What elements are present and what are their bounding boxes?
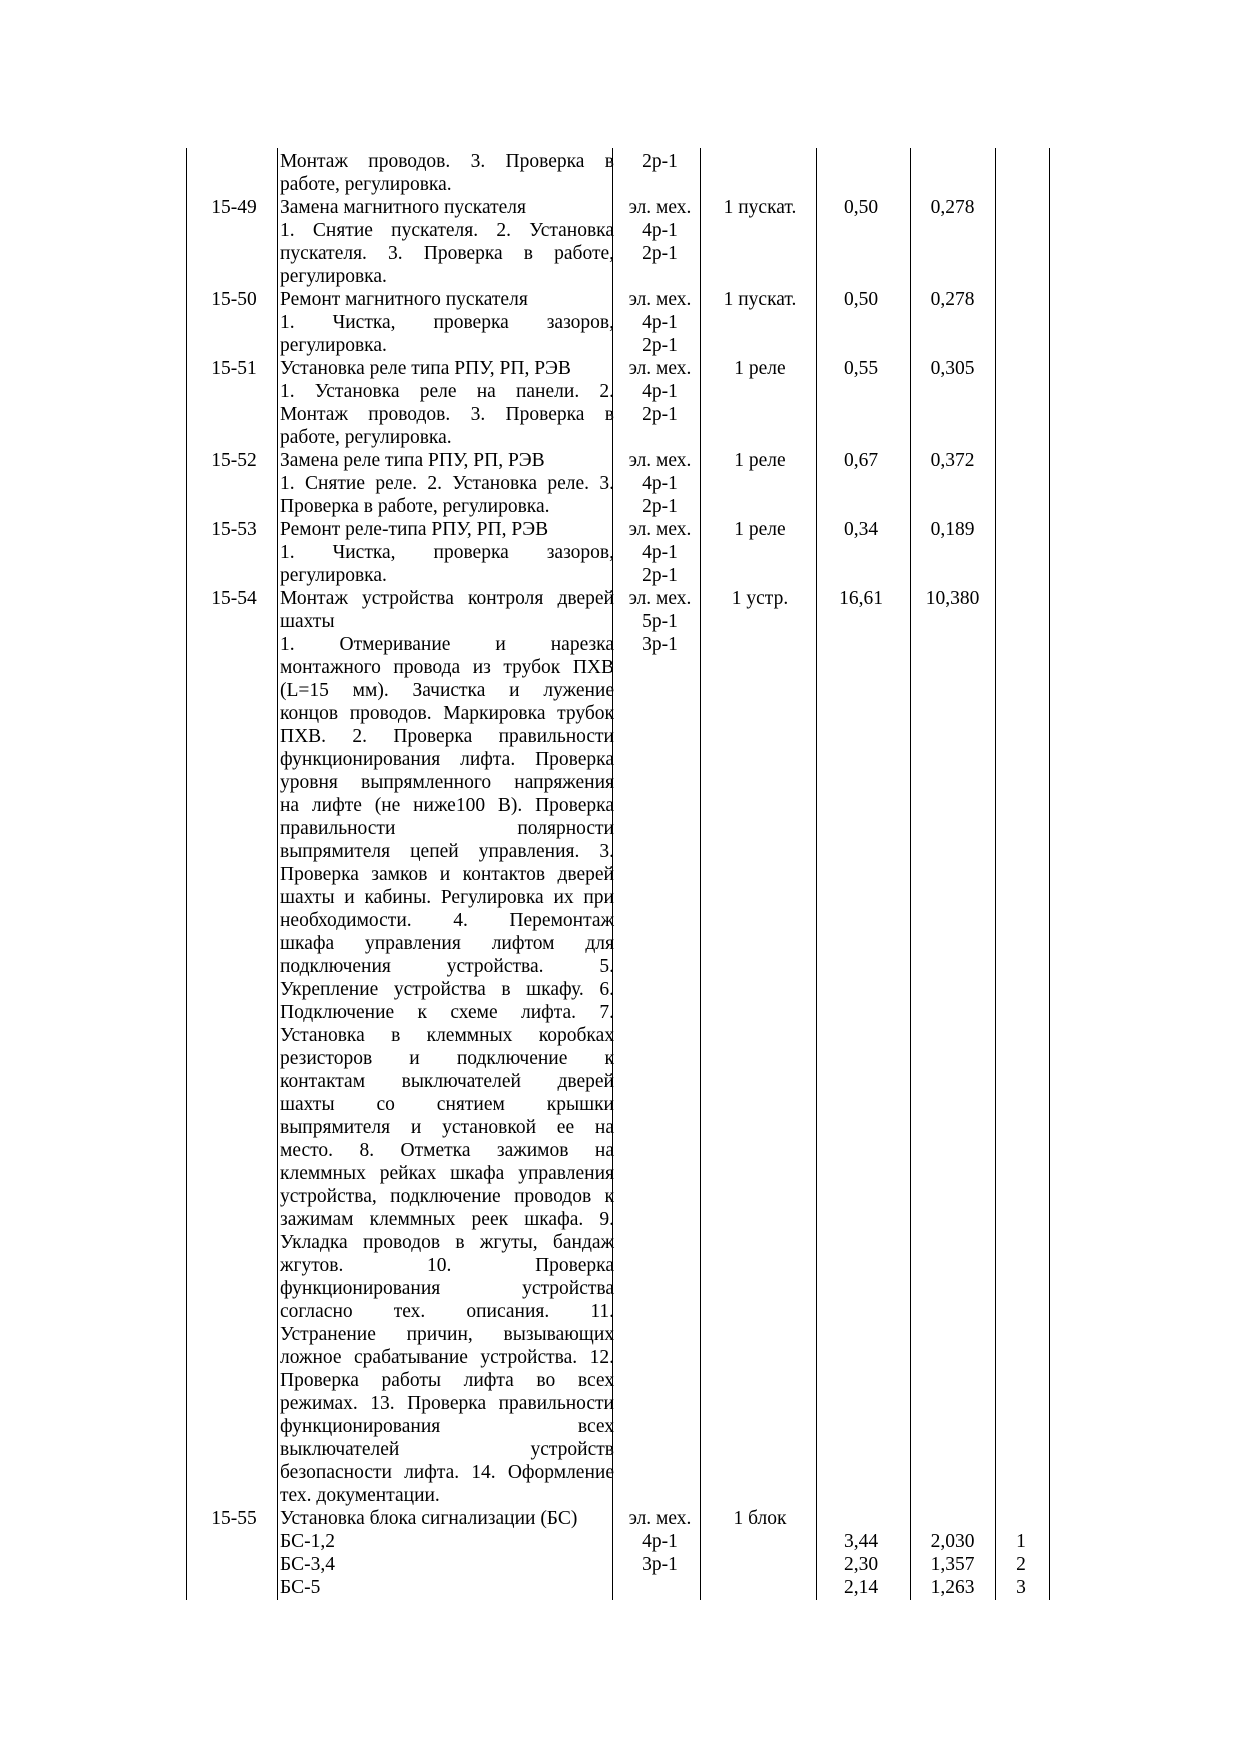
description-line: Устранение причин, вызывающих xyxy=(280,1324,614,1345)
description-line: Замена магнитного пускателя xyxy=(280,197,527,218)
measure-unit: 1 устр. xyxy=(731,588,789,609)
crew-composition: 4р-1 xyxy=(642,220,678,241)
crew-composition: 5р-1 xyxy=(642,611,678,632)
description-line: Ремонт реле-типа РПУ, РП, РЭВ xyxy=(280,519,549,540)
description-line: функционирования всех xyxy=(280,1416,614,1437)
price-value: 0,189 xyxy=(930,519,975,540)
price-value: 2,030 xyxy=(930,1531,975,1552)
crew-composition: эл. мех. xyxy=(628,450,692,471)
description-line: Монтаж проводов. 3. Проверка в xyxy=(280,404,614,425)
table-border-right xyxy=(1049,148,1050,1600)
description-line: ПХВ. 2. Проверка правильности xyxy=(280,726,614,747)
description-line: устройства, подключение проводов к xyxy=(280,1186,614,1207)
description-line: клеммных рейках шкафа управления xyxy=(280,1163,614,1184)
description-line: шахты и кабины. Регулировка их при xyxy=(280,887,614,908)
description-line: согласно тех. описания. 11. xyxy=(280,1301,614,1322)
description-line: работе, регулировка. xyxy=(280,427,452,448)
description-line: необходимости. 4. Перемонтаж xyxy=(280,910,614,931)
description-line: 1. Чистка, проверка зазоров, xyxy=(280,312,614,333)
description-line: Проверка замков и контактов дверей xyxy=(280,864,614,885)
measure-unit: 1 реле xyxy=(734,519,786,540)
work-description xyxy=(280,357,614,449)
description-line: БС-3,4 xyxy=(280,1554,335,1575)
description-line: Установка блока сигнализации (БС) xyxy=(280,1508,578,1529)
description-line: Укрепление устройства в шкафу. 6. xyxy=(280,979,614,1000)
description-line: ложное срабатывание устройства. 12. xyxy=(280,1347,614,1368)
description-line: правильности полярности xyxy=(280,818,614,839)
crew-composition: эл. мех. xyxy=(628,1508,692,1529)
description-line: режимах. 13. Проверка правильности xyxy=(280,1393,614,1414)
work-description xyxy=(280,150,614,196)
crew-composition: эл. мех. xyxy=(628,588,692,609)
row-number: 15-51 xyxy=(211,358,257,379)
description-line: Подключение к схеме лифта. 7. xyxy=(280,1002,614,1023)
work-description xyxy=(280,196,614,288)
description-line: на лифте (не ниже100 В). Проверка xyxy=(280,795,614,816)
description-line: шкафа управления лифтом для xyxy=(280,933,614,954)
crew-composition: 2р-1 xyxy=(642,243,678,264)
crew-composition: 2р-1 xyxy=(642,404,678,425)
price-value: 1,357 xyxy=(930,1554,975,1575)
description-line: функционирования лифта. Проверка xyxy=(280,749,614,770)
description-line: безопасности лифта. 14. Оформление xyxy=(280,1462,614,1483)
price-value: 0,278 xyxy=(930,289,975,310)
description-line: БС-5 xyxy=(280,1577,321,1598)
row-number: 15-49 xyxy=(211,197,257,218)
crew-composition: 4р-1 xyxy=(642,542,678,563)
crew-composition: эл. мех. xyxy=(628,197,692,218)
row-number: 15-55 xyxy=(211,1508,257,1529)
description-line: Проверка в работе, регулировка. xyxy=(280,496,550,517)
crew-composition: 2р-1 xyxy=(642,335,678,356)
description-line: регулировка. xyxy=(280,565,387,586)
description-line: 1. Чистка, проверка зазоров, xyxy=(280,542,614,563)
description-line: выпрямителя и установкой ее на xyxy=(280,1117,614,1138)
work-description xyxy=(280,288,614,357)
description-line: 1. Установка реле на панели. 2. xyxy=(280,381,614,402)
description-line: подключения устройства. 5. xyxy=(280,956,614,977)
time-norm: 3,44 xyxy=(843,1531,879,1552)
measure-unit: 1 пускат. xyxy=(723,289,797,310)
description-line: 1. Снятие пускателя. 2. Установка xyxy=(280,220,614,241)
description-line: Монтаж проводов. 3. Проверка в xyxy=(280,151,614,172)
time-norm: 2,14 xyxy=(843,1577,879,1598)
description-line: концов проводов. Маркировка трубок xyxy=(280,703,614,724)
price-value: 0,372 xyxy=(930,450,975,471)
description-line: выпрямителя цепей управления. 3. xyxy=(280,841,614,862)
work-description xyxy=(280,449,614,518)
description-line: тех. документации. xyxy=(280,1485,440,1506)
description-line: монтажного провода из трубок ПХВ xyxy=(280,657,614,678)
description-line: шахты xyxy=(280,611,335,632)
description-line: Замена реле типа РПУ, РП, РЭВ xyxy=(280,450,545,471)
crew-composition: 2р-1 xyxy=(642,496,678,517)
description-line: пускателя. 3. Проверка в работе, xyxy=(280,243,614,264)
measure-unit: 1 блок xyxy=(733,1508,787,1529)
measure-unit: 1 реле xyxy=(734,450,786,471)
description-line: 1. Отмеривание и нарезка xyxy=(280,634,614,655)
work-description xyxy=(280,587,614,1507)
row-number: 15-50 xyxy=(211,289,257,310)
description-line: БС-1,2 xyxy=(280,1531,335,1552)
time-norm: 16,61 xyxy=(839,588,883,609)
work-description xyxy=(280,518,614,587)
row-number: 15-53 xyxy=(211,519,257,540)
row-number: 15-52 xyxy=(211,450,257,471)
row-index: 3 xyxy=(1016,1577,1026,1598)
price-value: 1,263 xyxy=(930,1577,975,1598)
work-description xyxy=(280,1507,614,1599)
row-index: 1 xyxy=(1016,1531,1026,1552)
table-border-left xyxy=(186,148,187,1600)
description-line: зажимам клеммных реек шкафа. 9. xyxy=(280,1209,614,1230)
description-line: Установка реле типа РПУ, РП, РЭВ xyxy=(280,358,571,379)
description-line: работе, регулировка. xyxy=(280,174,452,195)
crew-composition: 4р-1 xyxy=(642,381,678,402)
crew-composition: 4р-1 xyxy=(642,473,678,494)
time-norm: 2,30 xyxy=(843,1554,879,1575)
crew-composition: 2р-1 xyxy=(642,151,678,172)
description-line: Укладка проводов в жгуты, бандаж xyxy=(280,1232,614,1253)
row-index: 2 xyxy=(1016,1554,1026,1575)
row-number: 15-54 xyxy=(211,588,257,609)
description-line: шахты со снятием крышки xyxy=(280,1094,614,1115)
description-line: Монтаж устройства контроля дверей xyxy=(280,588,614,609)
time-norm: 0,55 xyxy=(843,358,879,379)
description-line: регулировка. xyxy=(280,335,387,356)
crew-composition: 3р-1 xyxy=(642,634,678,655)
description-line: контактам выключателей дверей xyxy=(280,1071,614,1092)
description-line: (L=15 мм). Зачистка и лужение xyxy=(280,680,614,701)
description-line: Установка в клеммных коробках xyxy=(280,1025,614,1046)
description-line: уровня выпрямленного напряжения xyxy=(280,772,614,793)
description-line: резисторов и подключение к xyxy=(280,1048,614,1069)
description-line: регулировка. xyxy=(280,266,387,287)
description-line: Ремонт магнитного пускателя xyxy=(280,289,528,310)
description-line: функционирования устройства xyxy=(280,1278,614,1299)
price-value: 10,380 xyxy=(925,588,980,609)
description-line: выключателей устройств xyxy=(280,1439,614,1460)
description-line: 1. Снятие реле. 2. Установка реле. 3. xyxy=(280,473,614,494)
crew-composition: эл. мех. xyxy=(628,358,692,379)
crew-composition: 3р-1 xyxy=(642,1554,678,1575)
time-norm: 0,34 xyxy=(843,519,879,540)
crew-composition: 4р-1 xyxy=(642,312,678,333)
price-value: 0,305 xyxy=(930,358,975,379)
crew-composition: эл. мех. xyxy=(628,519,692,540)
time-norm: 0,50 xyxy=(843,289,879,310)
crew-composition: 4р-1 xyxy=(642,1531,678,1552)
measure-unit: 1 пускат. xyxy=(723,197,797,218)
description-line: место. 8. Отметка зажимов на xyxy=(280,1140,614,1161)
description-line: жгутов. 10. Проверка xyxy=(280,1255,614,1276)
crew-composition: эл. мех. xyxy=(628,289,692,310)
time-norm: 0,67 xyxy=(843,450,879,471)
description-line: Проверка работы лифта во всех xyxy=(280,1370,614,1391)
price-value: 0,278 xyxy=(930,197,975,218)
measure-unit: 1 реле xyxy=(734,358,786,379)
time-norm: 0,50 xyxy=(843,197,879,218)
crew-composition: 2р-1 xyxy=(642,565,678,586)
